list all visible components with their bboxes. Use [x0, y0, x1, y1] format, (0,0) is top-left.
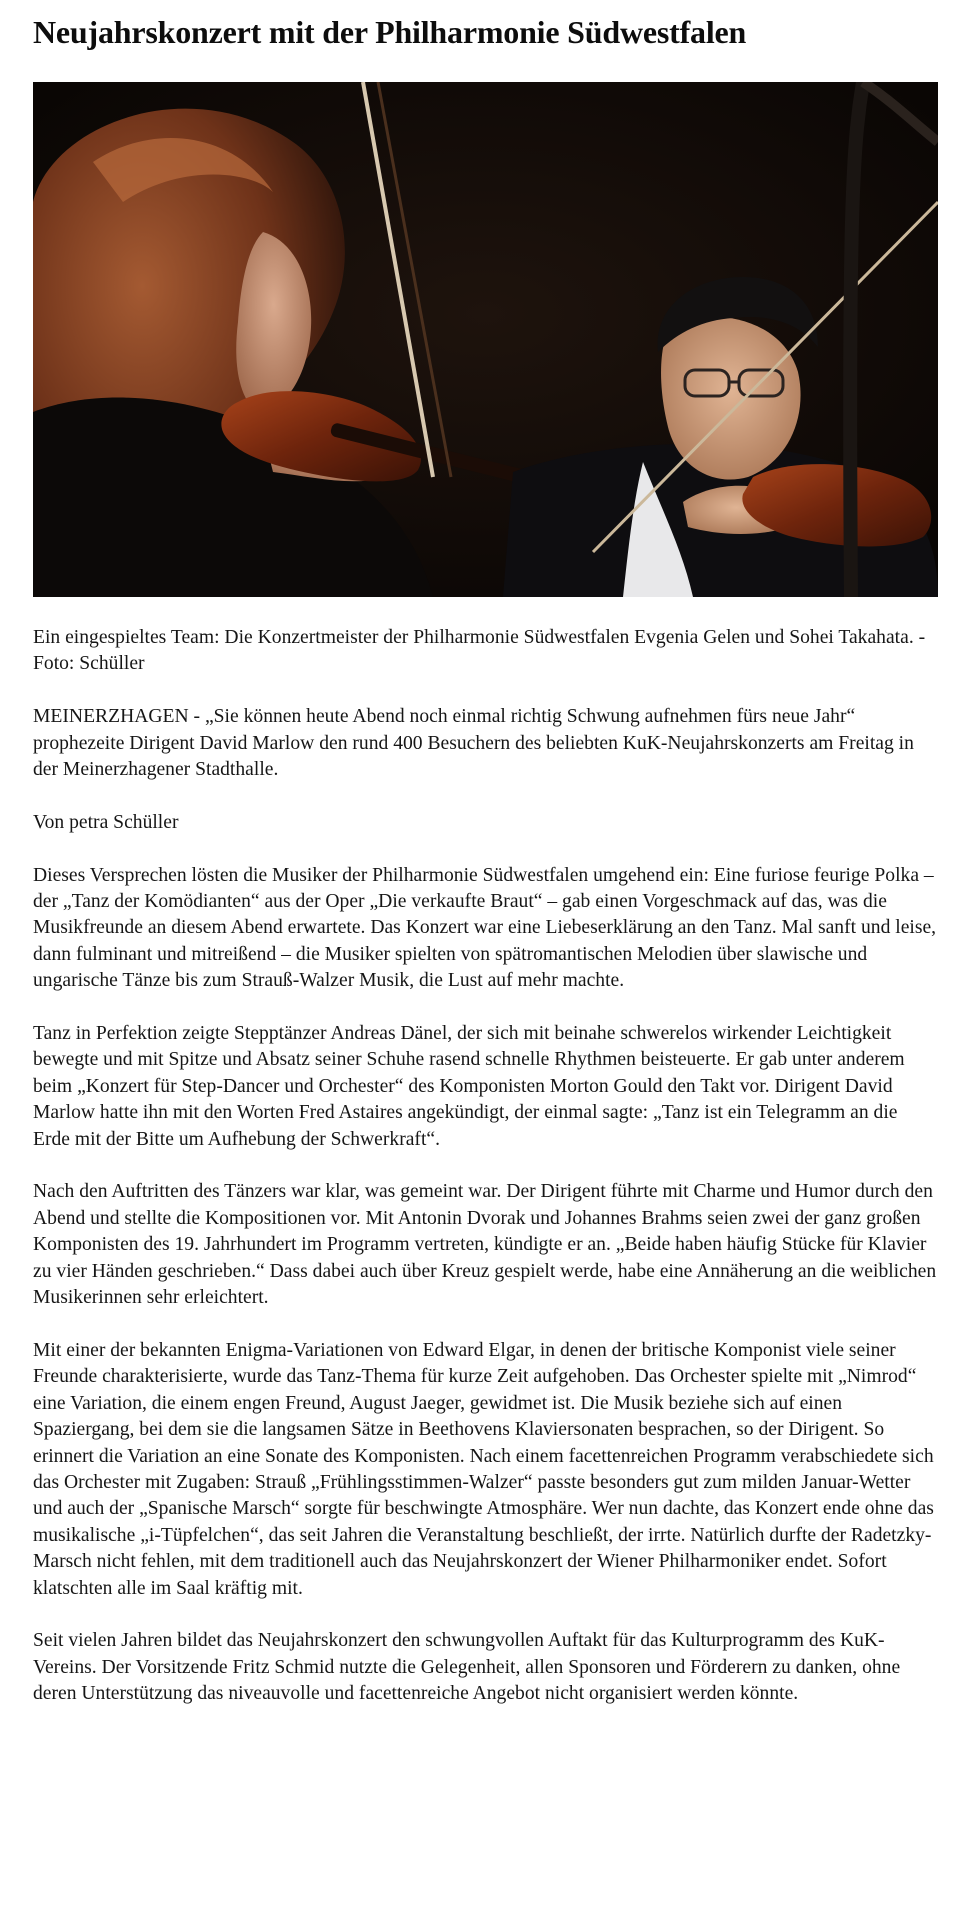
violinists-illustration: [33, 82, 938, 597]
concert-photo: [33, 82, 938, 597]
body-paragraph-1: Dieses Versprechen lösten die Musiker der Philharmonie Südwestfalen umgehend ein: Eine furiose feurige Polka – der „Tanz der Komödianten“ aus der Oper „Die verkaufte Braut“ – gab einen Vorgeschmack auf das, was die Musikfreunde an diesem Abend erwartete. Das Konzert war eine Liebeserklärung an den Tanz. Mal sanft und leise, dann fulminant und mitreißend – die Musiker spielten von spätromantischen Melodien über slawische und ungarische Tänze bis zum Strauß-Walzer Musik, die Lust auf mehr machte.: [33, 864, 937, 992]
body-paragraph-3: Nach den Auftritten des Tänzers war klar, was gemeint war. Der Dirigent führte mit Charme und Humor durch den Abend und stellte die Kompositionen vor. Mit Antonin Dvorak und Johannes Brahms seien zwei der ganz großen Komponisten des 19. Jahrhundert im Programm vertreten, kündigte er an. „Beide haben häufig Stücke für Klavier zu vier Händen geschrieben.“ Dass dabei auch über Kreuz gespielt werde, habe eine Annäherung an die weiblichen Musikerinnen sehr erleichtert.: [33, 1181, 937, 1309]
body-paragraph-2: Tanz in Perfektion zeigte Stepptänzer Andreas Dänel, der sich mit beinahe schwerelos wirkender Leichtigkeit bewegte und mit Spitze und Absatz seiner Schuhe rasend schnelle Rhythmen beisteuerte. Er gab unter anderem beim „Konzert für Step-Dancer und Orchester“ des Komponisten Morton Gould den Takt vor. Dirigent David Marlow hatte ihn mit den Worten Fred Astaires angekündigt, der einmal sagte: „Tanz ist ein Telegramm an die Erde mit der Bitte um Aufhebung der Schwerkraft“.: [33, 1023, 905, 1150]
lead-paragraph: MEINERZHAGEN - „Sie können heute Abend noch einmal richtig Schwung aufnehmen fürs neue Jahr“ prophezeite Dirigent David Marlow den rund 400 Besuchern des beliebten KuK-Neujahrskonzerts am Freitag in der Meinerzhagener Stadthalle.: [33, 706, 914, 781]
body-paragraph-4: Mit einer der bekannten Enigma-Variationen von Edward Elgar, in denen der britische Komponist viele seiner Freunde charakterisierte, wurde das Tanz-Thema für kurze Zeit aufgehoben. Das Orchester spielte mit „Nimrod“ eine Variation, die einem engen Freund, August Jaeger, gewidmet ist. Die Musik beziehe sich auf einen Spaziergang, bei dem sie die langsamen Sätze in Beethovens Klaviersonaten besprachen, so der Dirigent. So erinnert die Variation an eine Sonate des Komponisten. Nach einem facettenreichen Programm verabschiedete sich das Orchester mit Zugaben: Strauß „Frühlingsstimmen-Walzer“ passte besonders gut zum milden Januar-Wetter und auch der „Spanische Marsch“ sorgte für beschwingte Atmosphäre. Wer nun dachte, das Konzert ende ohne das musikalische „i-Tüpfelchen“, das seit Jahren die Veranstaltung beschließt, der irrte. Natürlich durfte der Radetzky-Marsch nicht fehlen, mit dem traditionell auch das Neujahrskonzert der Wiener Philharmoniker endet. Sofort klatschten alle im Saal kräftig mit.: [33, 1339, 934, 1599]
article-body: [33, 625, 938, 1734]
byline: Von petra Schüller: [33, 811, 179, 833]
article-title: Neujahrskonzert mit der Philharmonie Südwestfalen: [33, 14, 747, 50]
body-paragraph-5: Seit vielen Jahren bildet das Neujahrskonzert den schwungvollen Auftakt für das Kulturprogramm des KuK-Vereins. Der Vorsitzende Fritz Schmid nutzte die Gelegenheit, allen Sponsoren und Förderern zu danken, ohne deren Unterstützung das niveauvolle und facettenreiche Angebot nicht organisiert werden könnte.: [33, 1630, 901, 1705]
photo-caption: Ein eingespieltes Team: Die Konzertmeister der Philharmonie Südwestfalen Evgenia Gelen und Sohei Takahata. - Foto: Schüller: [33, 627, 926, 675]
